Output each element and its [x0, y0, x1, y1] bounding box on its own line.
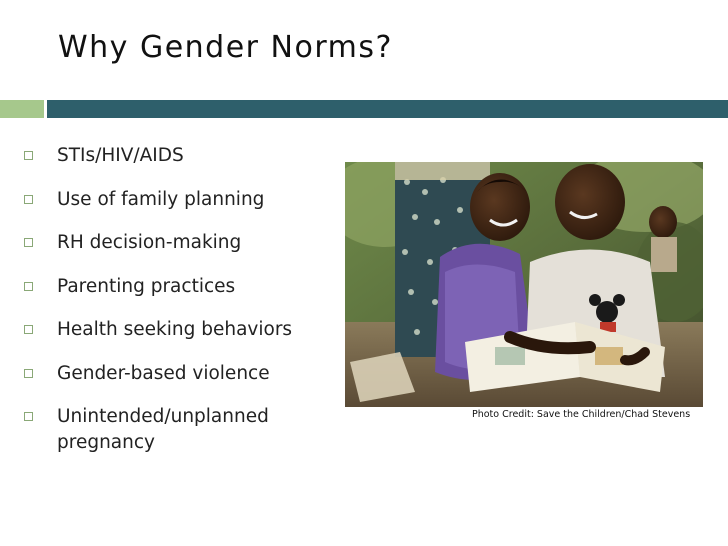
bullet-text-continuation: pregnancy [57, 432, 155, 453]
bullet-text: Unintended/unplanned [57, 406, 269, 427]
photo-credit: Photo Credit: Save the Children/Chad Stevens [472, 409, 691, 420]
bullet-square-icon [24, 369, 33, 378]
bullet-square-icon [24, 151, 33, 160]
bullet-text: STIs/HIV/AIDS [57, 145, 184, 166]
bullet-item [0, 319, 330, 341]
bullet-square-icon [24, 282, 33, 291]
children-reading-photo [345, 162, 703, 407]
bullet-item [0, 145, 330, 167]
bullet-item [0, 363, 330, 385]
bullet-item [0, 189, 330, 211]
bullet-square-icon [24, 412, 33, 421]
bullet-text: RH decision-making [57, 232, 242, 253]
bullet-text: Gender-based violence [57, 362, 270, 384]
bullet-text: Parenting practices [57, 275, 236, 297]
accent-bar-green [0, 100, 44, 118]
slide-title: Why Gender Norms? [58, 30, 393, 65]
bullet-square-icon [24, 195, 33, 204]
bullet-list [0, 145, 330, 483]
bullet-square-icon [24, 238, 33, 247]
bullet-item [0, 232, 330, 254]
bullet-text: Use of family planning [57, 188, 265, 210]
bullet-item [0, 406, 330, 461]
bullet-square-icon [24, 325, 33, 334]
bullet-text: Health seeking behaviors [57, 319, 293, 340]
accent-bar-teal [47, 100, 728, 118]
bullet-item [0, 276, 330, 298]
